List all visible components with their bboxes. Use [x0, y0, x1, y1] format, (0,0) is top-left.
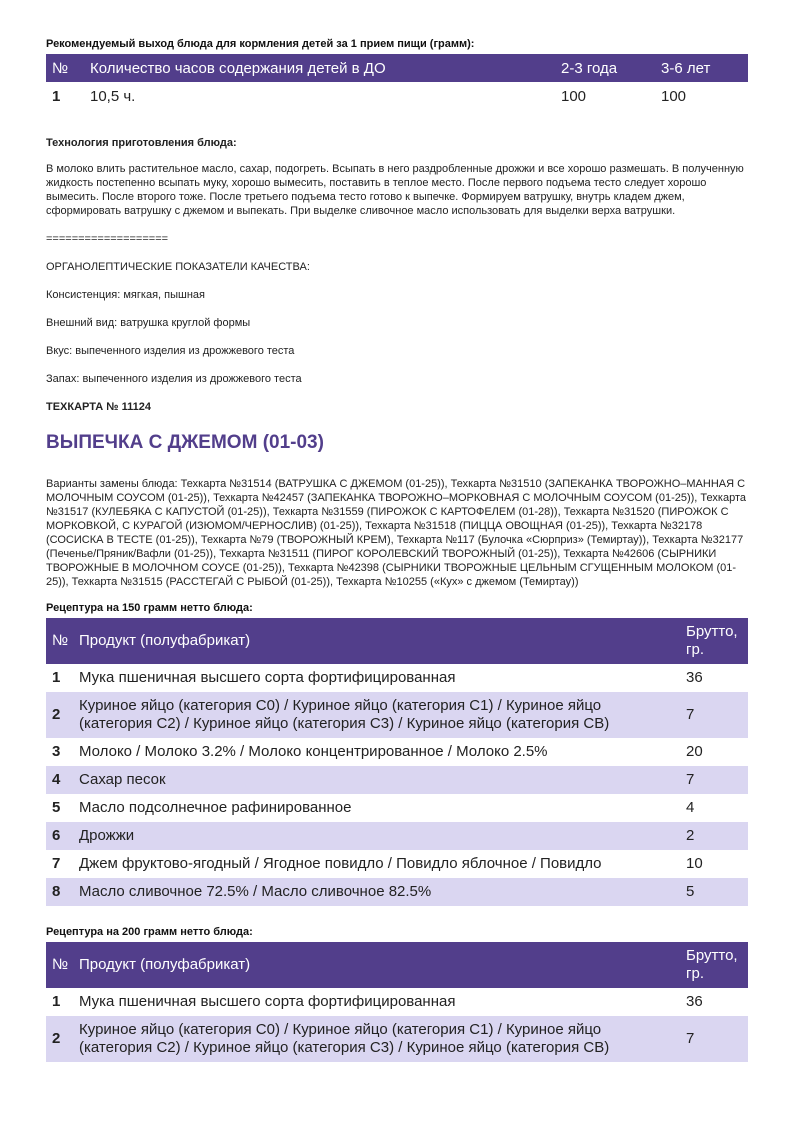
appearance-text: Внешний вид: ватрушка круглой формы [46, 317, 251, 329]
product-cell: Масло подсолнечное рафинированное [79, 799, 352, 816]
row-number: 1 [52, 669, 61, 686]
recipe-header-product: Продукт (полуфабрикат) [73, 942, 680, 988]
organoleptic-heading: ОРГАНОЛЕПТИЧЕСКИЕ ПОКАЗАТЕЛИ КАЧЕСТВА: [46, 261, 310, 273]
row-number: 1 [52, 993, 61, 1010]
smell-text: Запах: выпеченного изделия из дрожжевого теста [46, 373, 302, 385]
yield-table [46, 54, 748, 110]
product-cell: Мука пшеничная высшего сорта фортифицированная [79, 993, 456, 1010]
table-row [46, 1016, 748, 1062]
taste-text: Вкус: выпеченного изделия из дрожжевого теста [46, 345, 295, 357]
table-row [46, 850, 748, 878]
product-cell: Куриное яйцо (категория С0) / Куриное яйцо (категория С1) / Куриное яйцо (категория С2) / Куриное яйцо (категория С3) / Куриное яйцо (категория СВ) [73, 692, 680, 738]
recipe-150-caption: Рецептура на 150 грамм нетто блюда: [46, 602, 253, 614]
row-number: 6 [46, 822, 73, 850]
recipe-200-caption: Рецептура на 200 грамм нетто блюда: [46, 926, 253, 938]
row-number: 7 [52, 855, 61, 872]
dish-title: ВЫПЕЧКА С ДЖЕМОМ (01-03) [46, 432, 324, 453]
gross-cell: 20 [686, 743, 703, 760]
row-number: 8 [46, 878, 73, 906]
table-row [46, 82, 748, 110]
product-cell: Молоко / Молоко 3.2% / Молоко концентрированное / Молоко 2.5% [79, 743, 548, 760]
product-cell: Масло сливочное 72.5% / Масло сливочное 82.5% [73, 878, 680, 906]
age-2-3-cell: 100 [561, 87, 587, 105]
recipe-header-gross: Брутто, гр. [680, 618, 748, 664]
recipe-200-table [46, 942, 748, 1062]
technology-text: В молоко влить растительное масло, сахар, подогреть. Всыпать в него раздробленные дрожжи и все хорошо размешать. В полученную жидкость постепенно всыпать муку, хорошо вымесить, поставить в теплое место. После первого подъема тесто следует хорошо вымесить. После второго тоже. После третьего подъема тесто готово к выпечке. Формируем ватрушку, внутрь кладем джем, сформировать ватрушку с джемом и выпекать. При выделке сливочное масло использовать для выделки верха ватрушки. [46, 163, 744, 217]
gross-cell: 7 [680, 692, 748, 738]
table-row [46, 738, 748, 766]
recipe-header-num: № [46, 618, 73, 664]
techcard-number: ТЕХКАРТА № 11124 [46, 401, 151, 413]
recipe-header-product: Продукт (полуфабрикат) [73, 618, 680, 664]
consistency-text: Консистенция: мягкая, пышная [46, 289, 205, 301]
yield-header-age-2-3: 2-3 года [555, 54, 655, 82]
table-row [46, 822, 748, 850]
row-number: 5 [52, 799, 61, 816]
gross-cell: 36 [686, 993, 703, 1010]
separator-line: =================== [46, 233, 169, 245]
gross-cell: 7 [680, 766, 748, 794]
row-number: 4 [46, 766, 73, 794]
table-row [46, 878, 748, 906]
product-cell: Дрожжи [73, 822, 680, 850]
gross-cell: 5 [680, 878, 748, 906]
recipe-header-gross: Брутто, гр. [680, 942, 748, 988]
product-cell: Сахар песок [73, 766, 680, 794]
table-row [46, 692, 748, 738]
gross-cell: 36 [686, 669, 703, 686]
yield-header-num: № [46, 54, 84, 82]
yield-caption: Рекомендуемый выход блюда для кормления детей за 1 прием пищи (грамм): [46, 38, 475, 50]
gross-cell: 4 [686, 799, 695, 816]
recipe-150-table [46, 618, 748, 906]
table-row [46, 664, 748, 692]
document-page [46, 37, 748, 1062]
row-number: 3 [52, 743, 61, 760]
table-row [46, 988, 748, 1016]
technology-heading: Технология приготовления блюда: [46, 137, 237, 149]
recipe-header-num: № [46, 942, 73, 988]
row-number: 2 [46, 1016, 73, 1062]
gross-cell: 2 [680, 822, 748, 850]
table-row [46, 794, 748, 822]
replacement-variants: Варианты замены блюда: Техкарта №31514 (ВАТРУШКА С ДЖЕМОМ (01-25)), Техкарта №31510 (ЗАПЕКАНКА ТВОРОЖНО–МАННАЯ С МОЛОЧНЫМ СОУСОМ (01-25)), Техкарта №42457 (ЗАПЕКАНКА ТВОРОЖНО–МОРКОВНАЯ С МОЛОЧНЫМ СОУСОМ (01-25)), Техкарта №31517 (КУЛЕБЯКА С КАПУСТОЙ (01-25)), Техкарта №31559 (ПИРОЖОК С КАРТОФЕЛЕМ (01-28)), Техкарта №31520 (ПИРОЖОК С МОРКОВКОЙ, С КУРАГОЙ (ИЗЮМОМ/ЧЕРНОСЛИВ) (01-25)), Техкарта №31518 (ПИЦЦА ОВОЩНАЯ (01-25)), Техкарта №32178 (СОСИСКА В ТЕСТЕ (01-25)), Техкарта №79 (ТВОРОЖНЫЙ КРЕМ), Техкарта №117 (Булочка «Сюрприз» (Темиртау)), Техкарта №32177 (Печенье/Пряник/Вафли (01-25)), Техкарта №31511 (ПИРОГ КОРОЛЕВСКИЙ ТВОРОЖНЫЙ (01-25)), Техкарта №42606 (СЫРНИКИ ТВОРОЖНЫЕ В МОЛОЧНОМ СОУСЕ (01-25)), Техкарта №42398 (СЫРНИКИ ТВОРОЖНЫЕ ЦЕЛЬНЫМ СГУЩЕННЫМ МОЛОКОМ (01-25)), Техкарта №31515 (РАССТЕГАЙ С РЫБОЙ (01-25)), Техкарта №10255 («Кух» с джемом (Темиртау)) [46, 478, 746, 588]
yield-header-row [46, 54, 748, 82]
row-number: 1 [52, 87, 61, 105]
product-cell: Джем фруктово-ягодный / Ягодное повидло / Повидло яблочное / Повидло [79, 855, 602, 872]
product-cell: Мука пшеничная высшего сорта фортифицированная [79, 669, 456, 686]
yield-header-hours: Количество часов содержания детей в ДО [84, 54, 555, 82]
yield-header-age-3-6: 3-6 лет [655, 54, 748, 82]
hours-cell: 10,5 ч. [90, 87, 136, 105]
recipe-200-header-row [46, 942, 748, 988]
gross-cell: 10 [686, 855, 703, 872]
recipe-150-header-row [46, 618, 748, 664]
product-cell: Куриное яйцо (категория С0) / Куриное яйцо (категория С1) / Куриное яйцо (категория С2) / Куриное яйцо (категория С3) / Куриное яйцо (категория СВ) [73, 1016, 680, 1062]
gross-cell: 7 [680, 1016, 748, 1062]
table-row [46, 766, 748, 794]
row-number: 2 [46, 692, 73, 738]
age-3-6-cell: 100 [661, 87, 687, 105]
